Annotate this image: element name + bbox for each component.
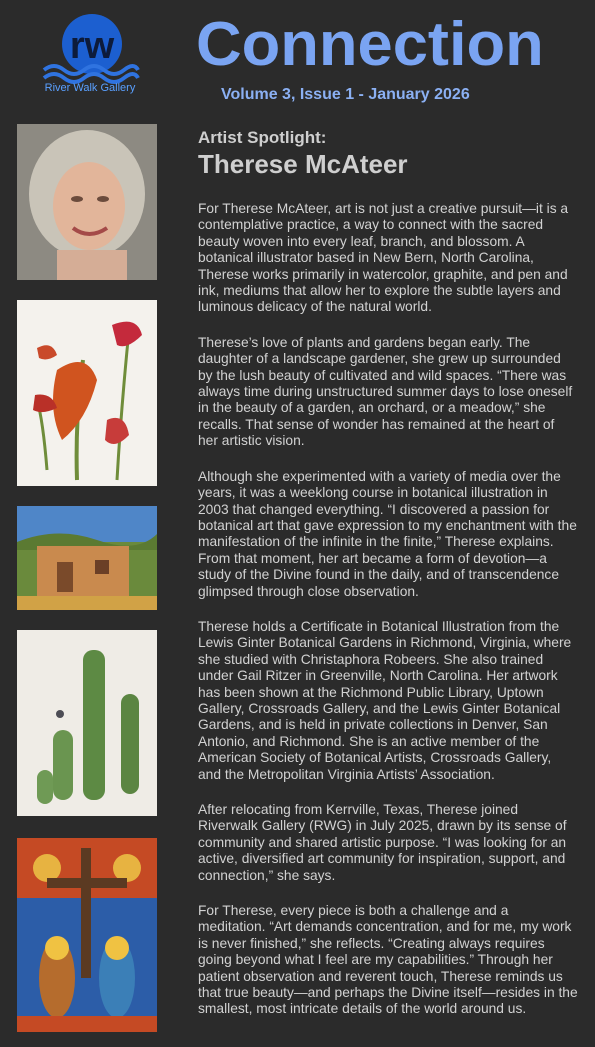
- cactus-painting-icon: [17, 630, 157, 816]
- logo-icon: [40, 10, 140, 90]
- logo-text: River Walk Gallery: [44, 82, 136, 94]
- article-paragraph: After relocating from Kerrville, Texas, Therese joined Riverwalk Gallery (RWG) in July 2025, drawn by its sense of community and shared artistic purpose. “I was looking for an active, diversified art community for inspiration, support, and connection,” she says.: [198, 802, 567, 883]
- article-paragraph: For Therese McAteer, art is not just a creative pursuit—it is a contemplative practice, a way to connect with the sacred beauty woven into every leaf, branch, and blossom. A botanical illustrator based in New Bern, North Carolina, Therese works primarily in watercolor, graphite, and pen and ink, mediums that allow her to explore the subtle layers and luminous delicacy of the natural world.: [198, 201, 569, 315]
- article-body: [198, 201, 578, 1037]
- icon-painting: [17, 838, 157, 1032]
- newsletter-title: Connection: [196, 10, 544, 79]
- issue-line: Volume 3, Issue 1 - January 2026: [221, 86, 470, 103]
- article-paragraph: For Therese, every piece is both a challenge and a meditation. “Art demands concentration, and for me, my work is never finished,” she reflects. “Creating always requires going beyond what I feel are my capabilities.” Through her patient observation and reverent touch, Therese reminds us that true beauty—and perhaps the Divine itself—resides in the smallest, most intricate details of the world around us.: [198, 903, 578, 1017]
- article-paragraph: Therese holds a Certificate in Botanical Illustration from the Lewis Ginter Botanical Gardens in Richmond, Virginia, where she studied with Christaphora Robeers. She also trained under Gail Ritzer in Greenville, North Carolina. Her artwork has been shown at the Richmond Public Library, Uptown Gallery, Crossroads Gallery, and the Lewis Ginter Botanical Gardens, and is held in private collections in Denver, San Antonio, and Richmond. She is an active member of the American Society of Botanical Artists, Crossroads Gallery, and the Metropolitan Virginia Artists’ Association.: [198, 618, 572, 782]
- portrait-photo-icon: [17, 124, 157, 280]
- pitcher-plant-painting: [17, 300, 157, 486]
- cactus-painting: [17, 630, 157, 816]
- spotlight-label: Artist Spotlight:: [198, 128, 327, 147]
- adobe-house-painting: [17, 506, 157, 610]
- adobe-house-painting-icon: [17, 506, 157, 610]
- artist-name: Therese McAteer: [198, 149, 408, 179]
- logo-letters: rw: [69, 25, 115, 67]
- pitcher-plant-painting-icon: [17, 300, 157, 486]
- article-paragraph: Although she experimented with a variety of media over the years, it was a weeklong course in botanical illustration in 2003 that changed everything. “I discovered a passion for botanical art that gave expression to my enchantment with the manifestation of the infinite in the finite,” Therese explains. From that moment, her art became a form of devotion—a study of the Divine found in the daily, and of transcendence glimpsed through close observation.: [198, 468, 577, 599]
- artist-portrait: [17, 124, 157, 280]
- article-paragraph: Therese’s love of plants and gardens began early. The daughter of a landscape gardener, she grew up surrounded by the lush beauty of cultivated and wild spaces. “There was always time during unstructured summer days to lose oneself in the beauty of a garden, an orchard, or a meadow,” she recalls. That sense of wonder has remained at the heart of her artistic vision.: [198, 334, 573, 449]
- icon-painting-icon: [17, 838, 157, 1032]
